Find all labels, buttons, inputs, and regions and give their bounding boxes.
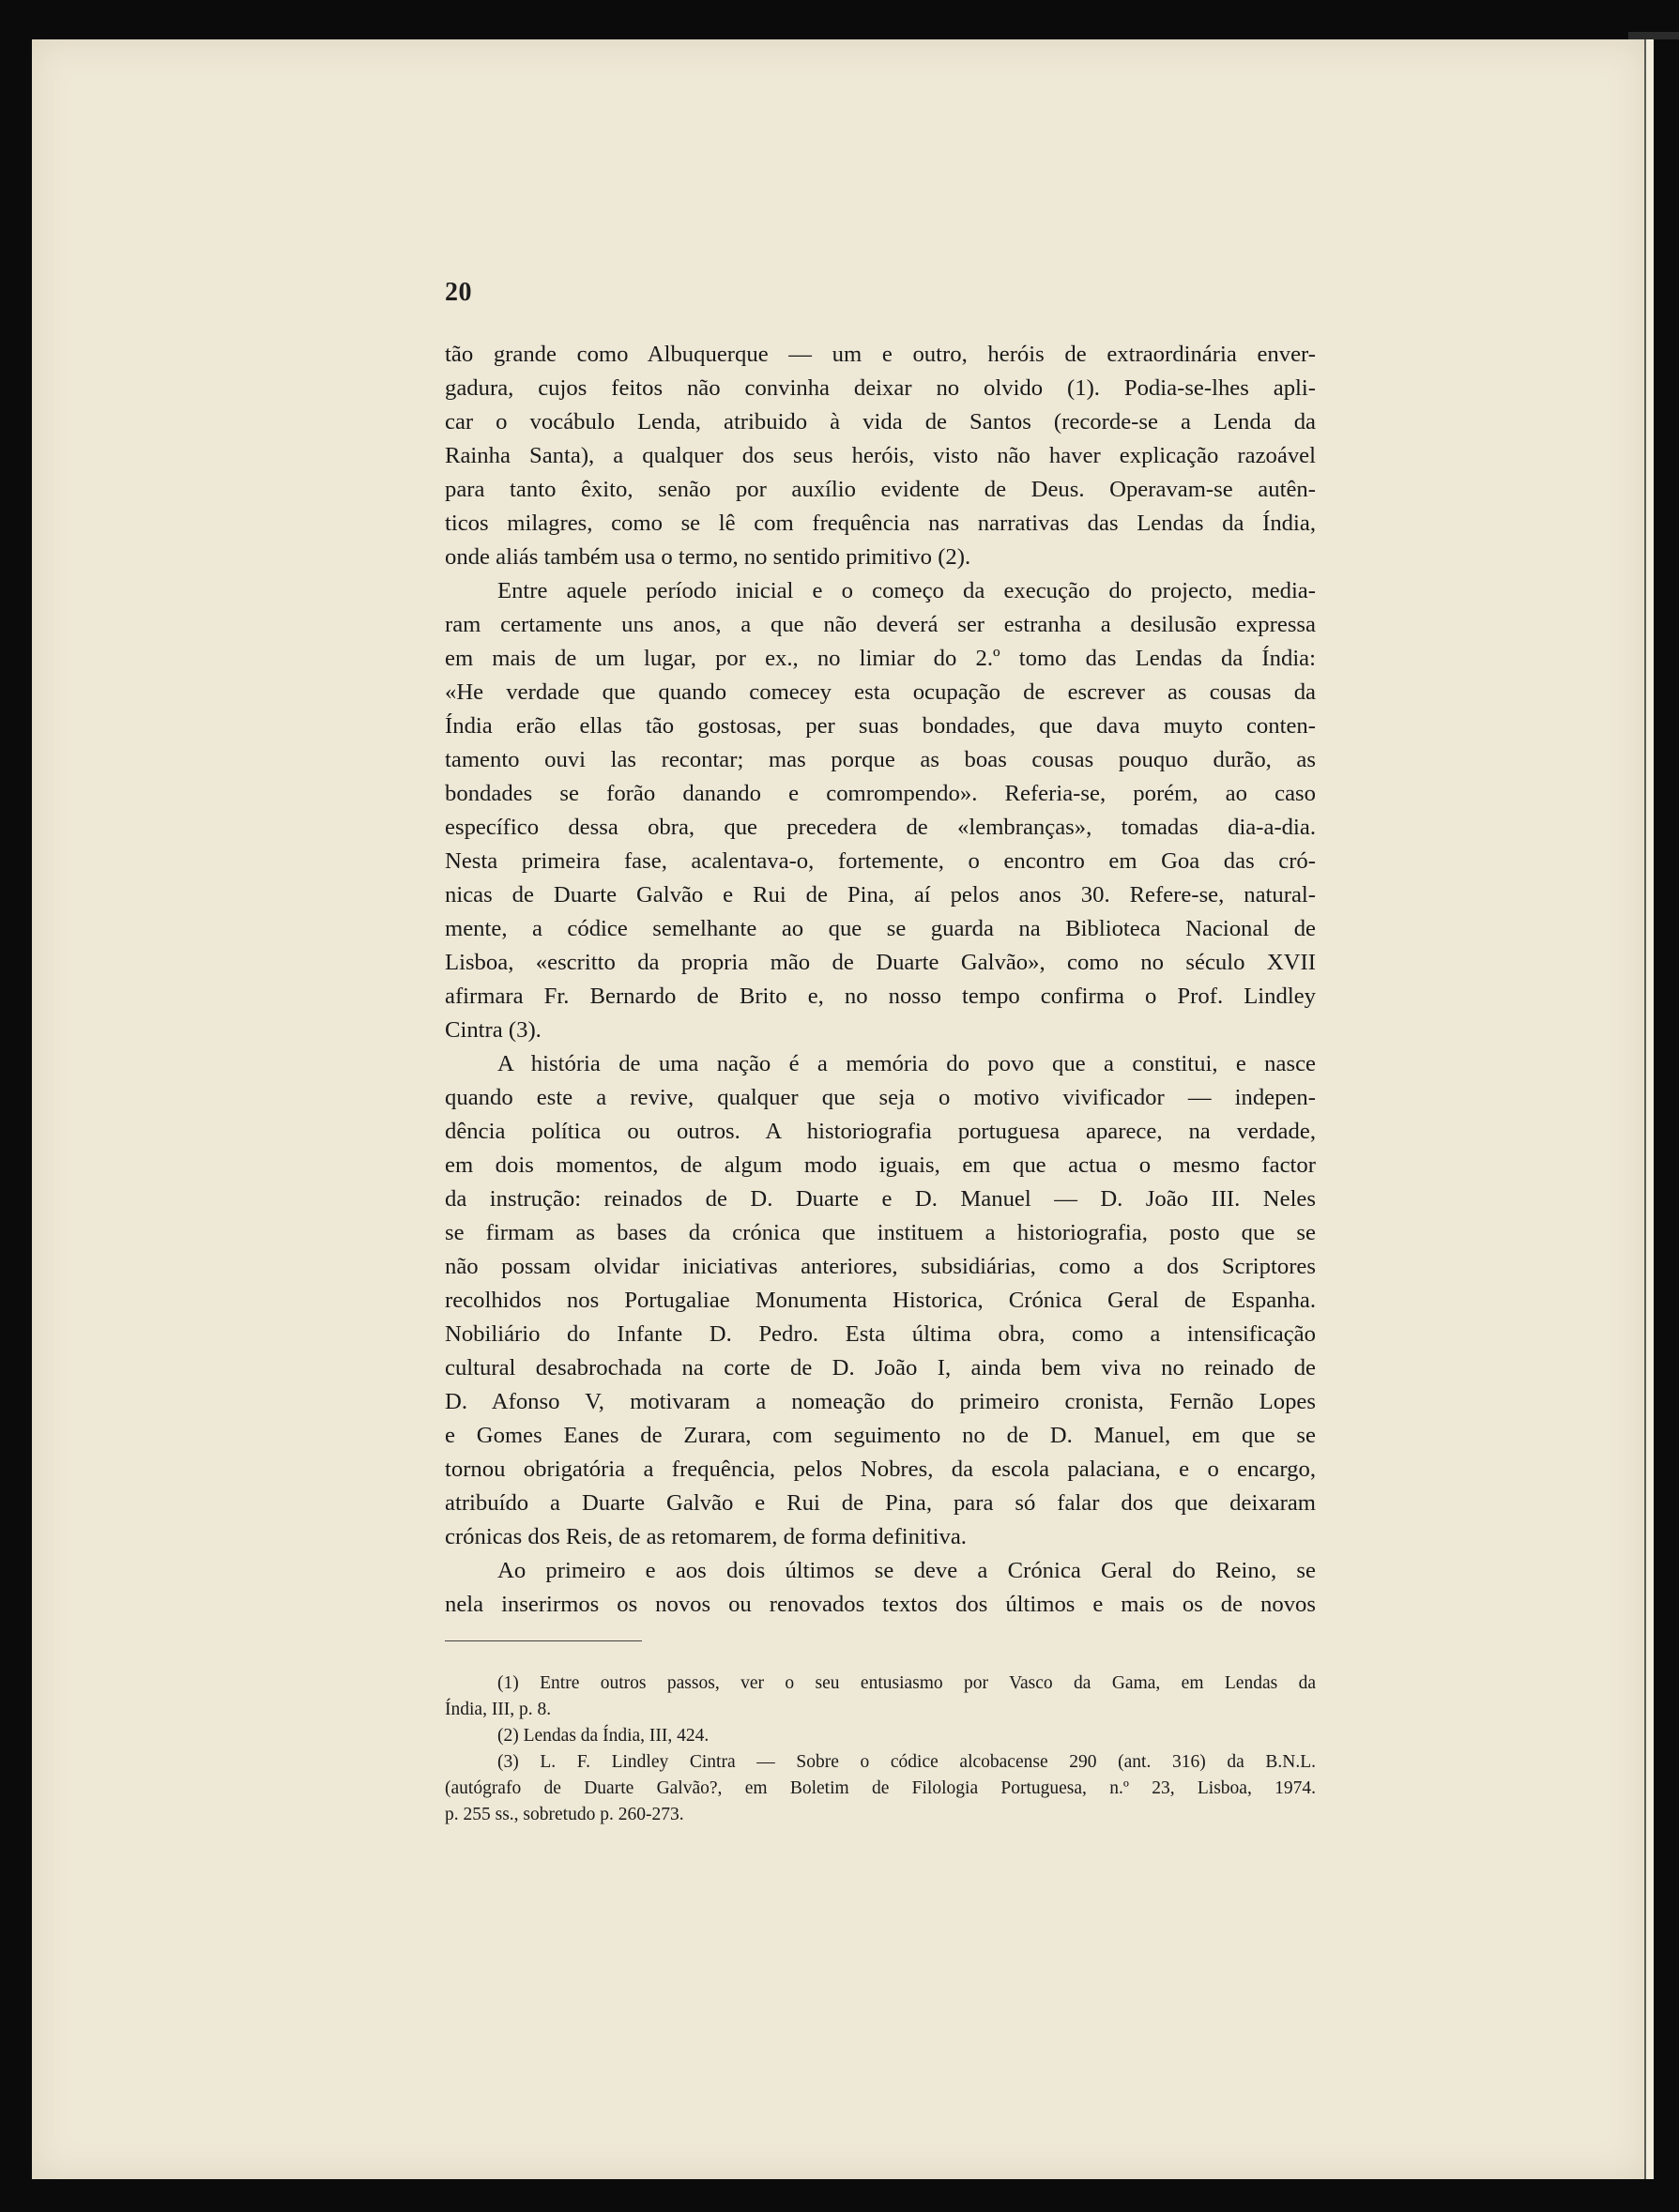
body-line: Cintra (3). xyxy=(445,1017,542,1043)
footnote-divider xyxy=(445,1640,642,1641)
footnote-line: (autógrafo de Duarte Galvão?, em Boletim de Filologia Portuguesa, n.º 23, Lisboa, 1974. xyxy=(445,1778,1316,1798)
body-line: Lisboa, «escritto da propria mão de Duarte Galvão», como no século XVII xyxy=(445,950,1316,975)
body-line: gadura, cujos feitos não convinha deixar no olvido (1). Podia-se-lhes apli- xyxy=(445,375,1316,401)
footnotes xyxy=(445,1670,1316,1828)
body-line: D. Afonso V, motivaram a nomeação do primeiro cronista, Fernão Lopes xyxy=(445,1389,1316,1414)
body-line: crónicas dos Reis, de as retomarem, de forma definitiva. xyxy=(445,1524,967,1549)
body-line: atribuído a Duarte Galvão e Rui de Pina, para só falar dos que deixaram xyxy=(445,1490,1316,1516)
footnote-line: Índia, III, p. 8. xyxy=(445,1700,552,1719)
body-line: Ao primeiro e aos dois últimos se deve a Crónica Geral do Reino, se xyxy=(497,1558,1316,1583)
body-line: «He verdade que quando comecey esta ocupação de escrever as cousas da xyxy=(445,679,1316,705)
body-line: Nesta primeira fase, acalentava-o, fortemente, o encontro em Goa das cró- xyxy=(445,848,1316,874)
body-line: cultural desabrochada na corte de D. João I, ainda bem viva no reinado de xyxy=(445,1355,1316,1381)
body-line: tornou obrigatória a frequência, pelos Nobres, da escola palaciana, e o encargo, xyxy=(445,1457,1316,1482)
body-line: ticos milagres, como se lê com frequência nas narrativas das Lendas da Índia, xyxy=(445,511,1316,536)
page-number: 20 xyxy=(445,278,472,307)
body-line: A história de uma nação é a memória do povo que a constitui, e nasce xyxy=(497,1051,1316,1076)
body-line: bondades se forão danando e comrompendo». Referia-se, porém, ao caso xyxy=(445,781,1316,806)
page-edge xyxy=(1644,39,1654,2179)
body-line: quando este a revive, qualquer que seja o motivo vivificador — indepen- xyxy=(445,1085,1316,1110)
body-line: nela inserirmos os novos ou renovados textos dos últimos e mais os de novos xyxy=(445,1592,1316,1617)
footnote-line: (3) L. F. Lindley Cintra — Sobre o códice alcobacense 290 (ant. 316) da B.N.L. xyxy=(497,1752,1316,1772)
body-line: recolhidos nos Portugaliae Monumenta Historica, Crónica Geral de Espanha. xyxy=(445,1288,1316,1313)
body-line: tamento ouvi las recontar; mas porque as boas cousas pouquo durão, as xyxy=(445,747,1316,772)
body-line: ram certamente uns anos, a que não deverá ser estranha a desilusão expressa xyxy=(445,612,1316,637)
body-line: não possam olvidar iniciativas anteriores, subsidiárias, como a dos Scriptores xyxy=(445,1254,1316,1279)
body-line: afirmara Fr. Bernardo de Brito e, no nosso tempo confirma o Prof. Lindley xyxy=(445,984,1316,1009)
footnote-line: (2) Lendas da Índia, III, 424. xyxy=(497,1726,710,1746)
body-line: em dois momentos, de algum modo iguais, em que actua o mesmo factor xyxy=(445,1152,1316,1178)
body-line: específico dessa obra, que precedera de «lembranças», tomadas dia-a-dia. xyxy=(445,815,1316,840)
body-line: tão grande como Albuquerque — um e outro, heróis de extraordinária enver- xyxy=(445,342,1316,367)
body-text xyxy=(445,338,1316,1622)
body-line: em mais de um lugar, por ex., no limiar do 2.º tomo das Lendas da Índia: xyxy=(445,646,1316,671)
body-line: mente, a códice semelhante ao que se guarda na Biblioteca Nacional de xyxy=(445,916,1316,941)
footnote-line: (1) Entre outros passos, ver o seu entusiasmo por Vasco da Gama, em Lendas da xyxy=(497,1673,1316,1693)
body-line: Índia erão ellas tão gostosas, per suas bondades, que dava muyto conten- xyxy=(445,713,1316,739)
body-line: car o vocábulo Lenda, atribuido à vida de Santos (recorde-se a Lenda da xyxy=(445,409,1316,435)
footnote-line: p. 255 ss., sobretudo p. 260-273. xyxy=(445,1805,684,1824)
body-line: e Gomes Eanes de Zurara, com seguimento no de D. Manuel, em que se xyxy=(445,1423,1316,1448)
body-line: Entre aquele período inicial e o começo da execução do projecto, media- xyxy=(497,578,1316,603)
body-line: Rainha Santa), a qualquer dos seus heróis, visto não haver explicação razoável xyxy=(445,443,1316,468)
body-line: se firmam as bases da crónica que instituem a historiografia, posto que se xyxy=(445,1220,1316,1245)
body-line: dência política ou outros. A historiografia portuguesa aparece, na verdade, xyxy=(445,1119,1316,1144)
body-line: da instrução: reinados de D. Duarte e D. Manuel — D. João III. Neles xyxy=(445,1186,1316,1212)
body-line: onde aliás também usa o termo, no sentido primitivo (2). xyxy=(445,544,971,570)
body-line: Nobiliário do Infante D. Pedro. Esta última obra, como a intensificação xyxy=(445,1321,1316,1347)
body-line: para tanto êxito, senão por auxílio evidente de Deus. Operavam-se autên- xyxy=(445,477,1316,502)
body-line: nicas de Duarte Galvão e Rui de Pina, aí pelos anos 30. Refere-se, natural- xyxy=(445,882,1316,908)
scan-edge-mark xyxy=(1628,32,1679,39)
